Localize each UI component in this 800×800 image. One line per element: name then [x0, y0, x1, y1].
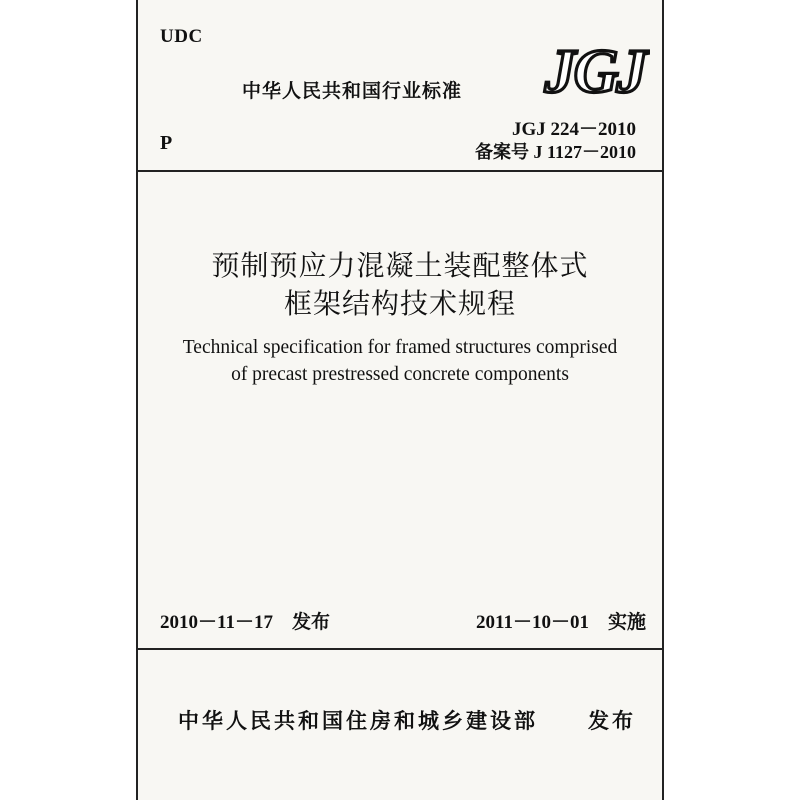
svg-text:JGJ: JGJ — [544, 40, 646, 102]
udc-label: UDC — [160, 26, 203, 47]
book-cover — [136, 0, 664, 800]
implementation-date: 2011－10－01 实施 — [476, 612, 646, 633]
chinese-title-line-1: 预制预应力混凝土装配整体式 — [211, 251, 589, 282]
english-title-line-2: of precast prestressed concrete components — [231, 364, 569, 385]
issue-date: 2010－11－17 发布 — [160, 612, 330, 633]
publisher-name: 中华人民共和国住房和城乡建设部 — [178, 709, 538, 733]
top-divider — [138, 170, 662, 172]
standard-number: JGJ 224－2010 — [511, 119, 636, 140]
chinese-title — [138, 248, 662, 324]
english-title-line-1: Technical specification for framed structures comprised — [182, 337, 618, 358]
publisher-verb: 发布 — [588, 709, 636, 733]
filing-number: 备案号 J 1127－2010 — [474, 142, 636, 162]
category-letter: P — [160, 132, 173, 154]
english-title — [138, 334, 662, 388]
industry-standard-heading: 中华人民共和国行业标准 — [242, 80, 463, 102]
chinese-title-line-2: 框架结构技术规程 — [283, 289, 516, 320]
bottom-divider — [138, 648, 662, 650]
jgj-logo — [540, 40, 650, 102]
